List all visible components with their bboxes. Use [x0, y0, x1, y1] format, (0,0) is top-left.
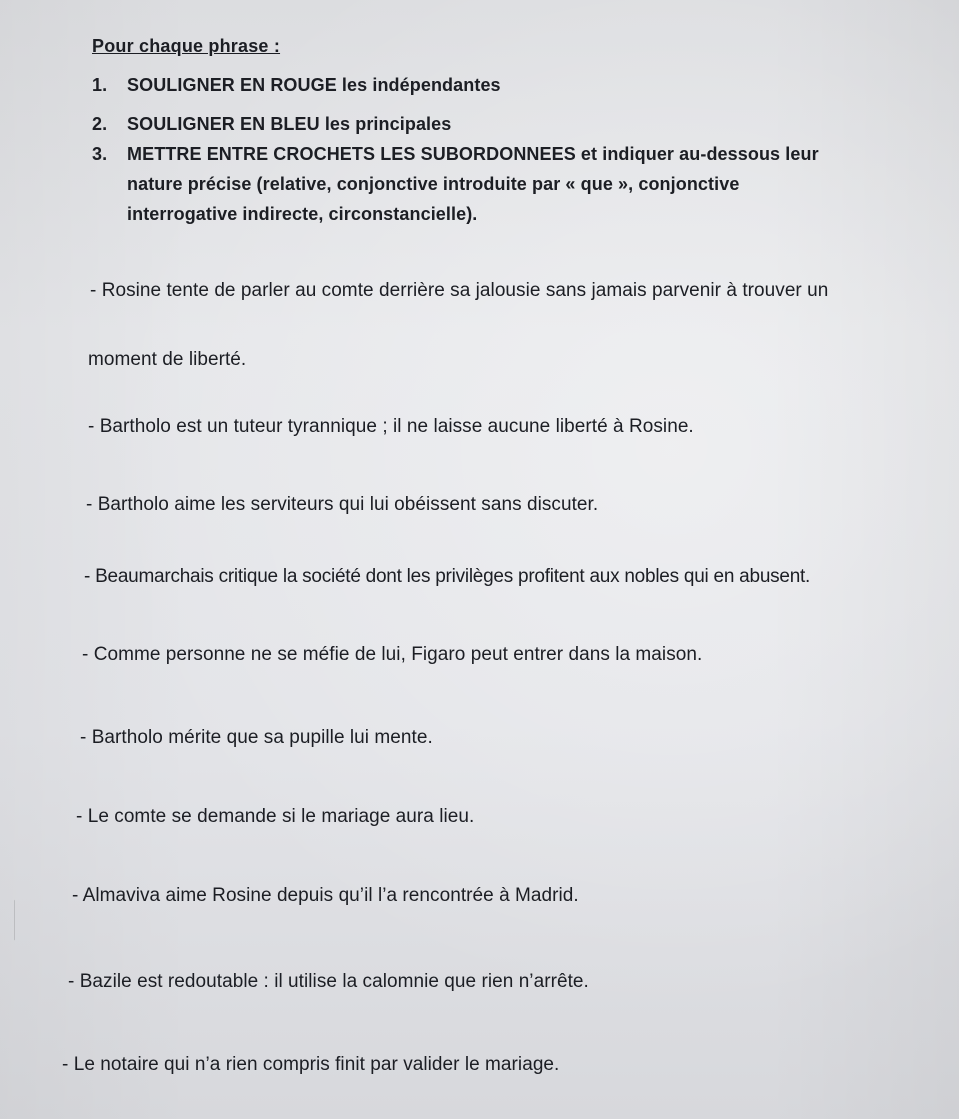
instruction-text: SOULIGNER EN ROUGE les indépendantes — [127, 75, 501, 95]
sentence-2: - Bartholo est un tuteur tyrannique ; il ne laisse aucune liberté à Rosine. — [88, 416, 694, 437]
page-heading: Pour chaque phrase : — [92, 36, 281, 56]
sentence-9: - Bazile est redoutable : il utilise la calomnie que rien n’arrête. — [68, 971, 589, 992]
instruction-text-line-1: METTRE ENTRE CROCHETS LES SUBORDONNEES et indiquer au-dessous leur — [127, 144, 819, 164]
sentence-7: - Le comte se demande si le mariage aura lieu. — [76, 806, 475, 827]
sentence-1-line-2: moment de liberté. — [88, 349, 247, 370]
instruction-text-line-3: interrogative indirecte, circonstancielle). — [127, 204, 478, 224]
paper-fold-mark — [0, 900, 15, 951]
instruction-number: 3. — [92, 144, 108, 164]
sentence-6: - Bartholo mérite que sa pupille lui mente. — [80, 727, 433, 748]
sentence-8: - Almaviva aime Rosine depuis qu’il l’a rencontrée à Madrid. — [72, 885, 579, 906]
instruction-text: SOULIGNER EN BLEU les principales — [127, 114, 452, 134]
instruction-text-line-2: nature précise (relative, conjonctive introduite par « que », conjonctive — [127, 174, 740, 194]
sentence-10: - Le notaire qui n’a rien compris finit par valider le mariage. — [62, 1054, 560, 1075]
instruction-number: 1. — [92, 75, 108, 95]
instruction-number: 2. — [92, 114, 108, 134]
sentence-4: - Beaumarchais critique la société dont les privilèges profitent aux nobles qui en abusent. — [84, 566, 811, 587]
sentence-3: - Bartholo aime les serviteurs qui lui obéissent sans discuter. — [86, 494, 599, 515]
sentence-1-line-1: - Rosine tente de parler au comte derrière sa jalousie sans jamais parvenir à trouver un — [90, 280, 829, 301]
sentence-5: - Comme personne ne se méfie de lui, Figaro peut entrer dans la maison. — [82, 644, 703, 665]
